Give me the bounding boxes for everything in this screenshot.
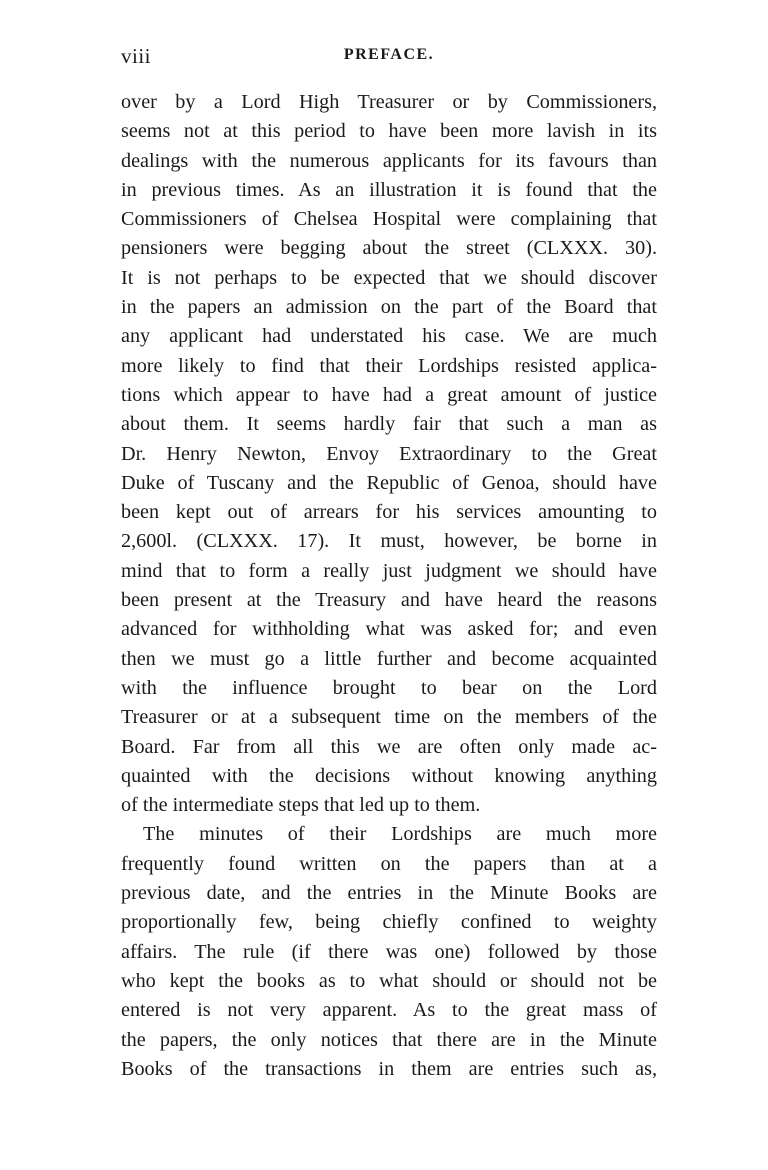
text-line: affairs. The rule (if there was one) followed by those [121, 940, 657, 963]
text-line: been kept out of arrears for his services amounting to [121, 501, 657, 524]
text-line: more likely to find that their Lordships resisted applica- [121, 354, 657, 377]
text-line: frequently found written on the papers than at a [121, 852, 657, 875]
text-line: with the influence brought to bear on the Lord [121, 676, 657, 699]
text-line: Books of the transactions in them are entries such as, [121, 1057, 657, 1080]
text-line: entered is not very apparent. As to the great mass of [121, 999, 657, 1022]
text-line: 2,600l. (CLXXX. 17). It must, however, be borne in [121, 530, 657, 553]
text-line: tions which appear to have had a great amount of justice [121, 383, 657, 406]
body-text [121, 88, 657, 1084]
text-line: Board. Far from all this we are often only made ac- [121, 735, 657, 758]
text-line: about them. It seems hardly fair that such a man as [121, 413, 657, 436]
text-line: seems not at this period to have been more lavish in its [121, 120, 657, 143]
text-line: previous date, and the entries in the Minute Books are [121, 882, 657, 905]
text-line: in the papers an admission on the part of the Board that [121, 296, 657, 319]
text-line: been present at the Treasury and have heard the reasons [121, 589, 657, 612]
text-line: Treasurer or at a subsequent time on the members of the [121, 706, 657, 729]
text-line: over by a Lord High Treasurer or by Commissioners, [121, 91, 657, 113]
page-header [121, 40, 657, 74]
text-line: mind that to form a really just judgment we should have [121, 559, 657, 582]
text-line: proportionally few, being chiefly confined to weighty [121, 911, 657, 934]
page-number: viii [121, 44, 152, 68]
text-line: the papers, the only notices that there are in the Minute [121, 1028, 657, 1051]
text-line: who kept the books as to what should or should not be [121, 969, 657, 992]
text-line: pensioners were begging about the street (CLXXX. 30). [121, 237, 657, 260]
text-line: any applicant had understated his case. We are much [121, 325, 657, 348]
paragraph-1 [121, 88, 657, 820]
text-line: Commissioners of Chelsea Hospital were complaining that [121, 208, 657, 231]
text-line: dealings with the numerous applicants for its favours than [121, 149, 657, 172]
paragraph-2 [121, 820, 657, 1084]
text-line: advanced for withholding what was asked for; and even [121, 618, 657, 641]
text-line: It is not perhaps to be expected that we should discover [121, 266, 657, 289]
text-line: Duke of Tuscany and the Republic of Genoa, should have [121, 471, 657, 494]
running-head: PREFACE. [343, 46, 435, 63]
text-line: then we must go a little further and become acquainted [121, 647, 657, 670]
text-line: Dr. Henry Newton, Envoy Extraordinary to the Great [121, 442, 657, 465]
text-line: quainted with the decisions without knowing anything [121, 764, 657, 787]
text-line: The minutes of their Lordships are much more [143, 823, 657, 846]
text-line: in previous times. As an illustration it is found that the [121, 178, 657, 201]
text-line: of the intermediate steps that led up to them. [121, 794, 481, 817]
